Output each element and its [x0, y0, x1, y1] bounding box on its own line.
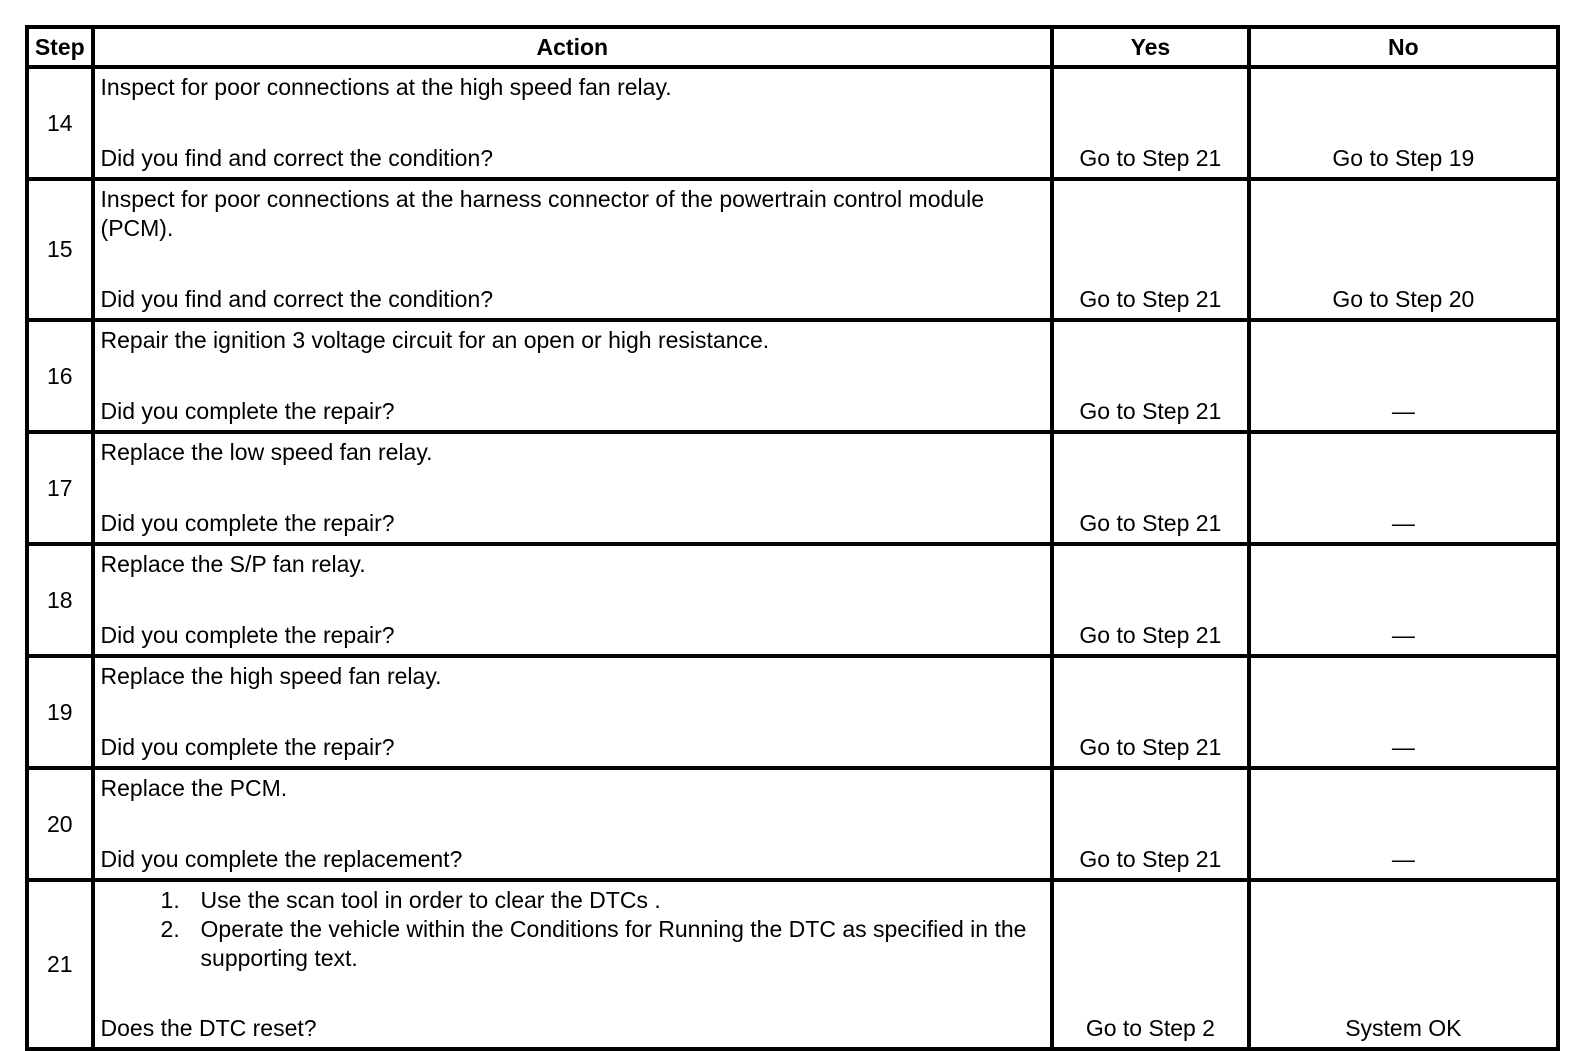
substep-item: [161, 886, 1045, 915]
header-action: Action: [93, 27, 1053, 67]
action-question: Did you complete the repair?: [100, 510, 395, 536]
step-number: 15: [27, 179, 93, 320]
no-result: —: [1249, 320, 1558, 432]
action-cell: [93, 768, 1053, 880]
no-result: Go to Step 19: [1249, 67, 1558, 179]
table-row: [27, 67, 1558, 179]
substep-text: Use the scan tool in order to clear the DTCs .: [200, 887, 661, 913]
action-cell: [93, 432, 1053, 544]
yes-result: Go to Step 21: [1052, 768, 1249, 880]
no-result: System OK: [1249, 880, 1558, 1049]
table-row: [27, 432, 1558, 544]
yes-result: Go to Step 21: [1052, 320, 1249, 432]
action-instruction: Replace the PCM.: [100, 775, 288, 801]
step-number: 17: [27, 432, 93, 544]
yes-result: Go to Step 21: [1052, 67, 1249, 179]
table-row: [27, 544, 1558, 656]
action-instruction: Replace the S/P fan relay.: [100, 551, 366, 577]
step-number: 18: [27, 544, 93, 656]
action-question: Did you find and correct the condition?: [100, 286, 494, 312]
header-row: [27, 27, 1558, 67]
action-cell: [93, 656, 1053, 768]
header-no: No: [1249, 27, 1558, 67]
yes-result: Go to Step 21: [1052, 544, 1249, 656]
action-instruction: Inspect for poor connections at the harness connector of the powertrain control module (PCM).: [100, 186, 984, 241]
action-instruction: Replace the low speed fan relay.: [100, 439, 433, 465]
substep-number: 2.: [160, 916, 180, 942]
no-result: —: [1249, 656, 1558, 768]
diagnostic-table: [25, 25, 1560, 1051]
action-question: Did you complete the repair?: [100, 622, 395, 648]
action-instruction: Inspect for poor connections at the high speed fan relay.: [100, 74, 672, 100]
action-instruction: Replace the high speed fan relay.: [100, 663, 442, 689]
header-step: Step: [27, 27, 93, 67]
action-question: Did you complete the replacement?: [100, 846, 463, 872]
table-row: [27, 768, 1558, 880]
action-cell: [93, 320, 1053, 432]
no-result: —: [1249, 768, 1558, 880]
no-result: Go to Step 20: [1249, 179, 1558, 320]
action-question: Did you find and correct the condition?: [100, 145, 494, 171]
header-yes: Yes: [1052, 27, 1249, 67]
action-cell: [93, 880, 1053, 1049]
step-number: 21: [27, 880, 93, 1049]
table-row: [27, 656, 1558, 768]
table-row: [27, 320, 1558, 432]
action-question: Did you complete the repair?: [100, 398, 395, 424]
action-question: Does the DTC reset?: [100, 1015, 317, 1041]
substep-item: [161, 915, 1045, 973]
action-cell: [93, 67, 1053, 179]
step-number: 20: [27, 768, 93, 880]
substep-text: Operate the vehicle within the Conditions for Running the DTC as specified in the supporting text.: [200, 916, 1027, 971]
yes-result: Go to Step 21: [1052, 656, 1249, 768]
substep-number: 1.: [160, 887, 180, 913]
diagnostic-table-container: [25, 25, 1560, 1051]
substep-list: [101, 886, 1045, 973]
yes-result: Go to Step 21: [1052, 179, 1249, 320]
action-cell: [93, 179, 1053, 320]
action-instruction: Repair the ignition 3 voltage circuit for an open or high resistance.: [100, 327, 770, 353]
yes-result: Go to Step 21: [1052, 432, 1249, 544]
no-result: —: [1249, 544, 1558, 656]
table-row: [27, 179, 1558, 320]
step-number: 16: [27, 320, 93, 432]
no-result: —: [1249, 432, 1558, 544]
step-number: 14: [27, 67, 93, 179]
action-cell: [93, 544, 1053, 656]
yes-result: Go to Step 2: [1052, 880, 1249, 1049]
action-question: Did you complete the repair?: [100, 734, 395, 760]
table-row: [27, 880, 1558, 1049]
step-number: 19: [27, 656, 93, 768]
